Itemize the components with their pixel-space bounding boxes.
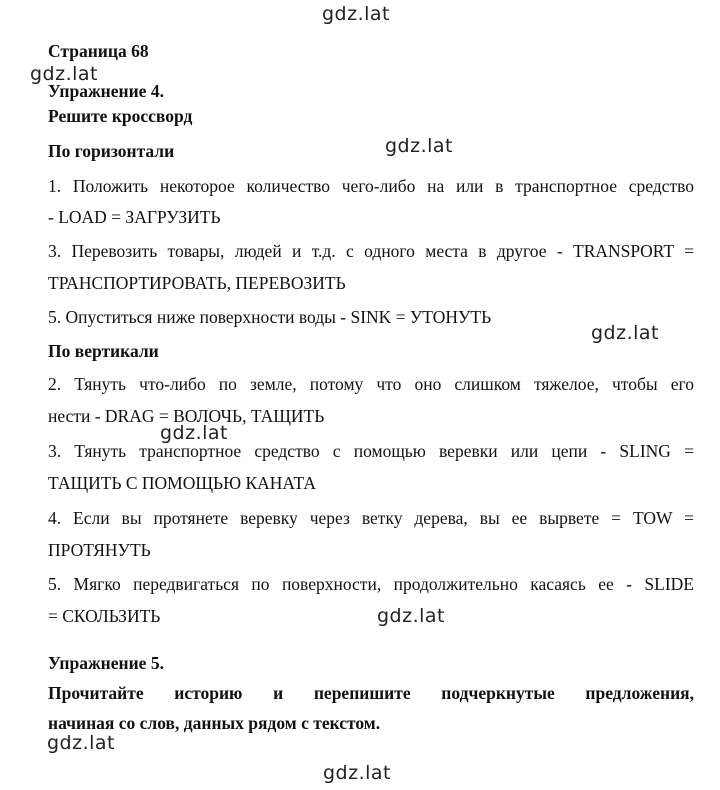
watermark: gdz.lat <box>385 135 454 157</box>
down-line-1: 2. Тянуть что-либо по земле, потому что оно слишком тяжелое, чтобы его <box>48 374 694 394</box>
exercise-5-task-line-2: начиная со слов, данных рядом с текстом. <box>48 713 381 733</box>
down-line-3: 3. Тянуть транспортное средство с помощью веревки или цепи - SLING = <box>48 441 694 461</box>
page-label: Страница 68 <box>48 41 149 61</box>
across-line-5: 5. Опуститься ниже поверхности воды - SINK = УТОНУТЬ <box>48 307 492 327</box>
exercise-5-task-line-1: Прочитайте историю и перепишите подчеркнутые предложения, <box>48 683 694 703</box>
down-heading: По вертикали <box>48 341 159 361</box>
exercise-4-title: Упражнение 4. <box>48 81 164 101</box>
down-line-8: = СКОЛЬЗИТЬ <box>48 606 161 626</box>
watermark: gdz.lat <box>323 762 392 784</box>
down-line-6: ПРОТЯНУТЬ <box>48 540 151 560</box>
watermark: gdz.lat <box>377 605 446 627</box>
across-heading: По горизонтали <box>48 141 175 161</box>
across-line-1: 1. Положить некоторое количество чего-либо на или в транспортное средство <box>48 176 694 196</box>
watermark: gdz.lat <box>591 322 660 344</box>
down-line-7: 5. Мягко передвигаться по поверхности, продолжительно касаясь ее - SLIDE <box>48 574 694 594</box>
across-line-2: - LOAD = ЗАГРУЗИТЬ <box>48 207 221 227</box>
watermark: gdz.lat <box>160 422 229 444</box>
watermark: gdz.lat <box>322 3 391 25</box>
watermark: gdz.lat <box>47 732 116 754</box>
down-line-5: 4. Если вы протянете веревку через ветку дерева, вы ее вырвете = TOW = <box>48 508 694 528</box>
down-line-4: ТАЩИТЬ С ПОМОЩЬЮ КАНАТА <box>48 473 316 493</box>
across-line-4: ТРАНСПОРТИРОВАТЬ, ПЕРЕВОЗИТЬ <box>48 273 346 293</box>
exercise-5-title: Упражнение 5. <box>48 653 164 673</box>
down-line-2: нести - DRAG = ВОЛОЧЬ, ТАЩИТЬ <box>48 406 325 426</box>
exercise-4-task: Решите кроссворд <box>48 106 193 126</box>
watermark: gdz.lat <box>30 63 99 85</box>
across-line-3: 3. Перевозить товары, людей и т.д. с одного места в другое - TRANSPORT = <box>48 241 694 261</box>
